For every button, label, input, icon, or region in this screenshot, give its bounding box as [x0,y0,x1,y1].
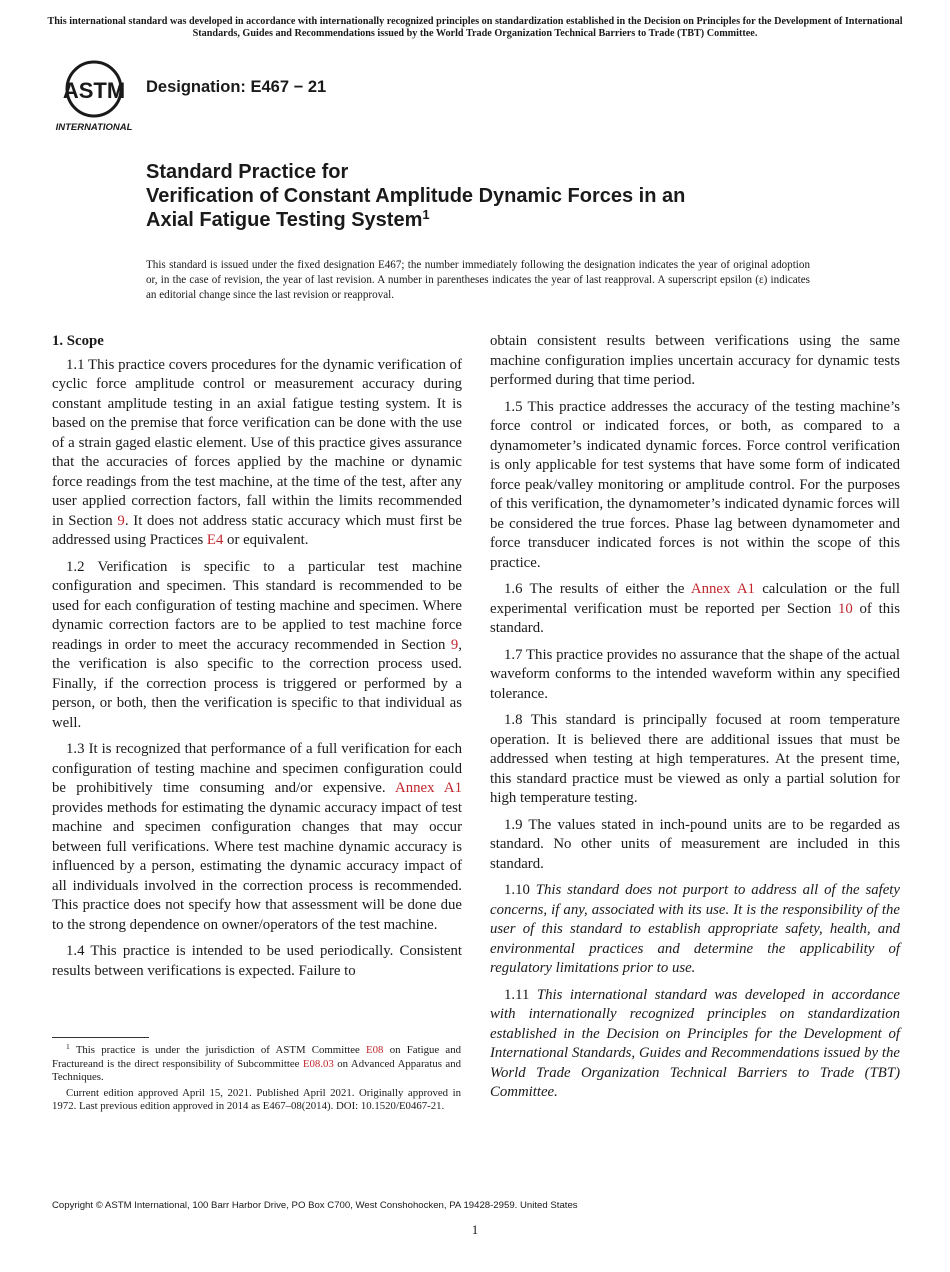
footnote-1: $^1$ This practice is under the jurisdiction of ASTM Committee E08 on Fatigue and Fractureand is the direct responsibility of Subcommittee E08.03 on Advanced Apparatus and Techniques. [52,1042,462,1083]
paragraph-1-9: 1.9 The values stated in inch-pound units are to be regarded as standard. No other units of measurement are included in this standard. [490,816,900,872]
paragraph-1-2: 1.2 Verification is specific to a particular test machine configuration and specimen. This standard is recommended to be used for each configuration of testing machine and specimen. Where dynamic correction factors are to be applied to test machine force readings in order to meet the accuracy recommended in Section 9, the verification is also specific to the correction process used. Finally, if the correction process is triggered or performed by a person, or both, then the verification is specific to that individual as well. [52,558,462,731]
annex-a1-link[interactable]: Annex A1 [690,581,755,597]
section-heading-scope: 1. Scope [52,333,104,349]
title-line-1: Standard Practice for [146,161,349,183]
paragraph-1-8: 1.8 This standard is principally focused at room temperature operation. It is believed there are additional issues that must be addressed when testing at high temperatures. At the present time, this standard practice must be viewed as only a partial solution for high temperature testing. [490,712,900,806]
header-notice: This international standard was developed in accordance with internationally recognized principles on standardization established in the Decision on Principles for the Development of International Standards, Guides and Recommendations issued by the World Trade Organization Technical Barriers to Trade (TBT) Committee. [47,16,903,39]
svg-text:INTERNATIONAL: INTERNATIONAL [55,122,133,133]
e4-link[interactable]: E4 [206,532,224,548]
section-10-link[interactable]: 10 [837,600,853,617]
section-9-link[interactable]: 9 [117,512,125,529]
designation: Designation: E467 − 21 [146,78,327,96]
paragraph-1-1: 1.1 This practice covers procedures for the dynamic verification of cyclic force amplitude control or measurement accuracy during constant amplitude testing in an axial fatigue testing system. It is based on the premise that force verification can be done with the use of a strain gaged elastic element. Use of this practice gives assurance that the accuracies of forces applied by the machine or dynamic force readings from the test machine, at the time of the test, after any user applied correction factors, fall within the limits recommended in Section 9. It does not address static accuracy which must first be addressed using Practices E4 or equivalent. [52,356,462,548]
title-line-2: Verification of Constant Amplitude Dynamic Forces in an [146,185,686,207]
paragraph-1-4-continued: obtain consistent results between verifications using the same machine configuration implies uncertain accuracy for dynamic tests performed during that time period. [490,333,900,388]
paragraph-1-5: 1.5 This practice addresses the accuracy of the testing machine’s force control or indicated forces, or both, as compared to a dynamometer’s indicated dynamic forces. Force control verification is only applicable for test systems that have some form of indicated force peak/valley monitoring or amplitude control. For the purposes of this verification, the dynamometer’s indicated dynamic forces will be considered the true forces. Phase lag between dynamometer and force transducer indicated forces is not within the scope of this practice. [490,398,900,571]
annex-a1-link[interactable]: Annex A1 [395,780,462,796]
e08-03-link[interactable]: E08.03 [302,1057,334,1070]
e08-link[interactable]: E08 [366,1044,384,1056]
document-title [146,160,866,232]
paragraph-1-6: 1.6 The results of either the Annex A1 calculation or the full experimental verification must be reported per Section 10 of this standard. [490,581,900,636]
footnote-edition: Current edition approved April 15, 2021. Published April 2021. Originally approved in 1972. Last previous edition approved in 2014 as E467–08(2014). DOI: 10.1520/E0467-21. [52,1086,461,1112]
left-column [52,332,462,988]
copyright: Copyright © ASTM International, 100 Barr Harbor Drive, PO Box C700, West Conshohocken, PA 19428-2959. United States [52,1200,578,1211]
page-number: 1 [471,1222,479,1237]
paragraph-1-4: 1.4 This practice is intended to be used periodically. Consistent results between verifications is expected. Failure to [52,943,462,979]
title-footnote-mark: 1 [422,207,430,222]
right-column [490,332,900,1110]
paragraph-1-7: 1.7 This practice provides no assurance that the shape of the actual waveform conforms to the intended waveform within any specified tolerance. [490,646,900,702]
footnotes [52,1044,461,1116]
section-9-link[interactable]: 9 [450,636,459,653]
footnote-divider [52,1037,149,1038]
paragraph-1-3: 1.3 It is recognized that performance of a full verification for each configuration of testing machine and specimen configuration could be prohibitively time consuming and/or expensive. Annex A1 provides methods for estimating the dynamic accuracy impact of test machine and specimen configuration changes that may occur between full verifications. Where test machine dynamic accuracy is influenced by a person, estimating the dynamic accuracy impact of all individuals involved in the correction process is recommended. This practice does not specify how that assessment will be done due to the strong dependence on owner/operators of the test machine. [52,741,462,933]
issued-note: This standard is issued under the fixed designation E467; the number immediately following the designation indicates the year of original adoption or, in the case of revision, the year of last revision. A number in parentheses indicates the year of last reapproval. A superscript epsilon (ε) indicates an editorial change since the last revision or reapproval. [146,259,810,301]
svg-text:ASTM: ASTM [62,78,126,103]
paragraph-1-10: 1.10 This standard does not purport to address all of the safety concerns, if any, associated with its use. It is the responsibility of the user of this standard to establish appropriate safety, health, and environmental practices and determine the applicability of regulatory limitations prior to use. [490,882,900,976]
paragraph-1-11: 1.11 This international standard was developed in accordance with internationally recognized principles on standardization established in the Decision on Principles for the Development of International Standards, Guides and Recommendations issued by the World Trade Organization Technical Barriers to Trade (TBT) Committee. [490,986,900,1100]
astm-logo [52,56,136,134]
title-line-3: Axial Fatigue Testing System [146,209,423,231]
